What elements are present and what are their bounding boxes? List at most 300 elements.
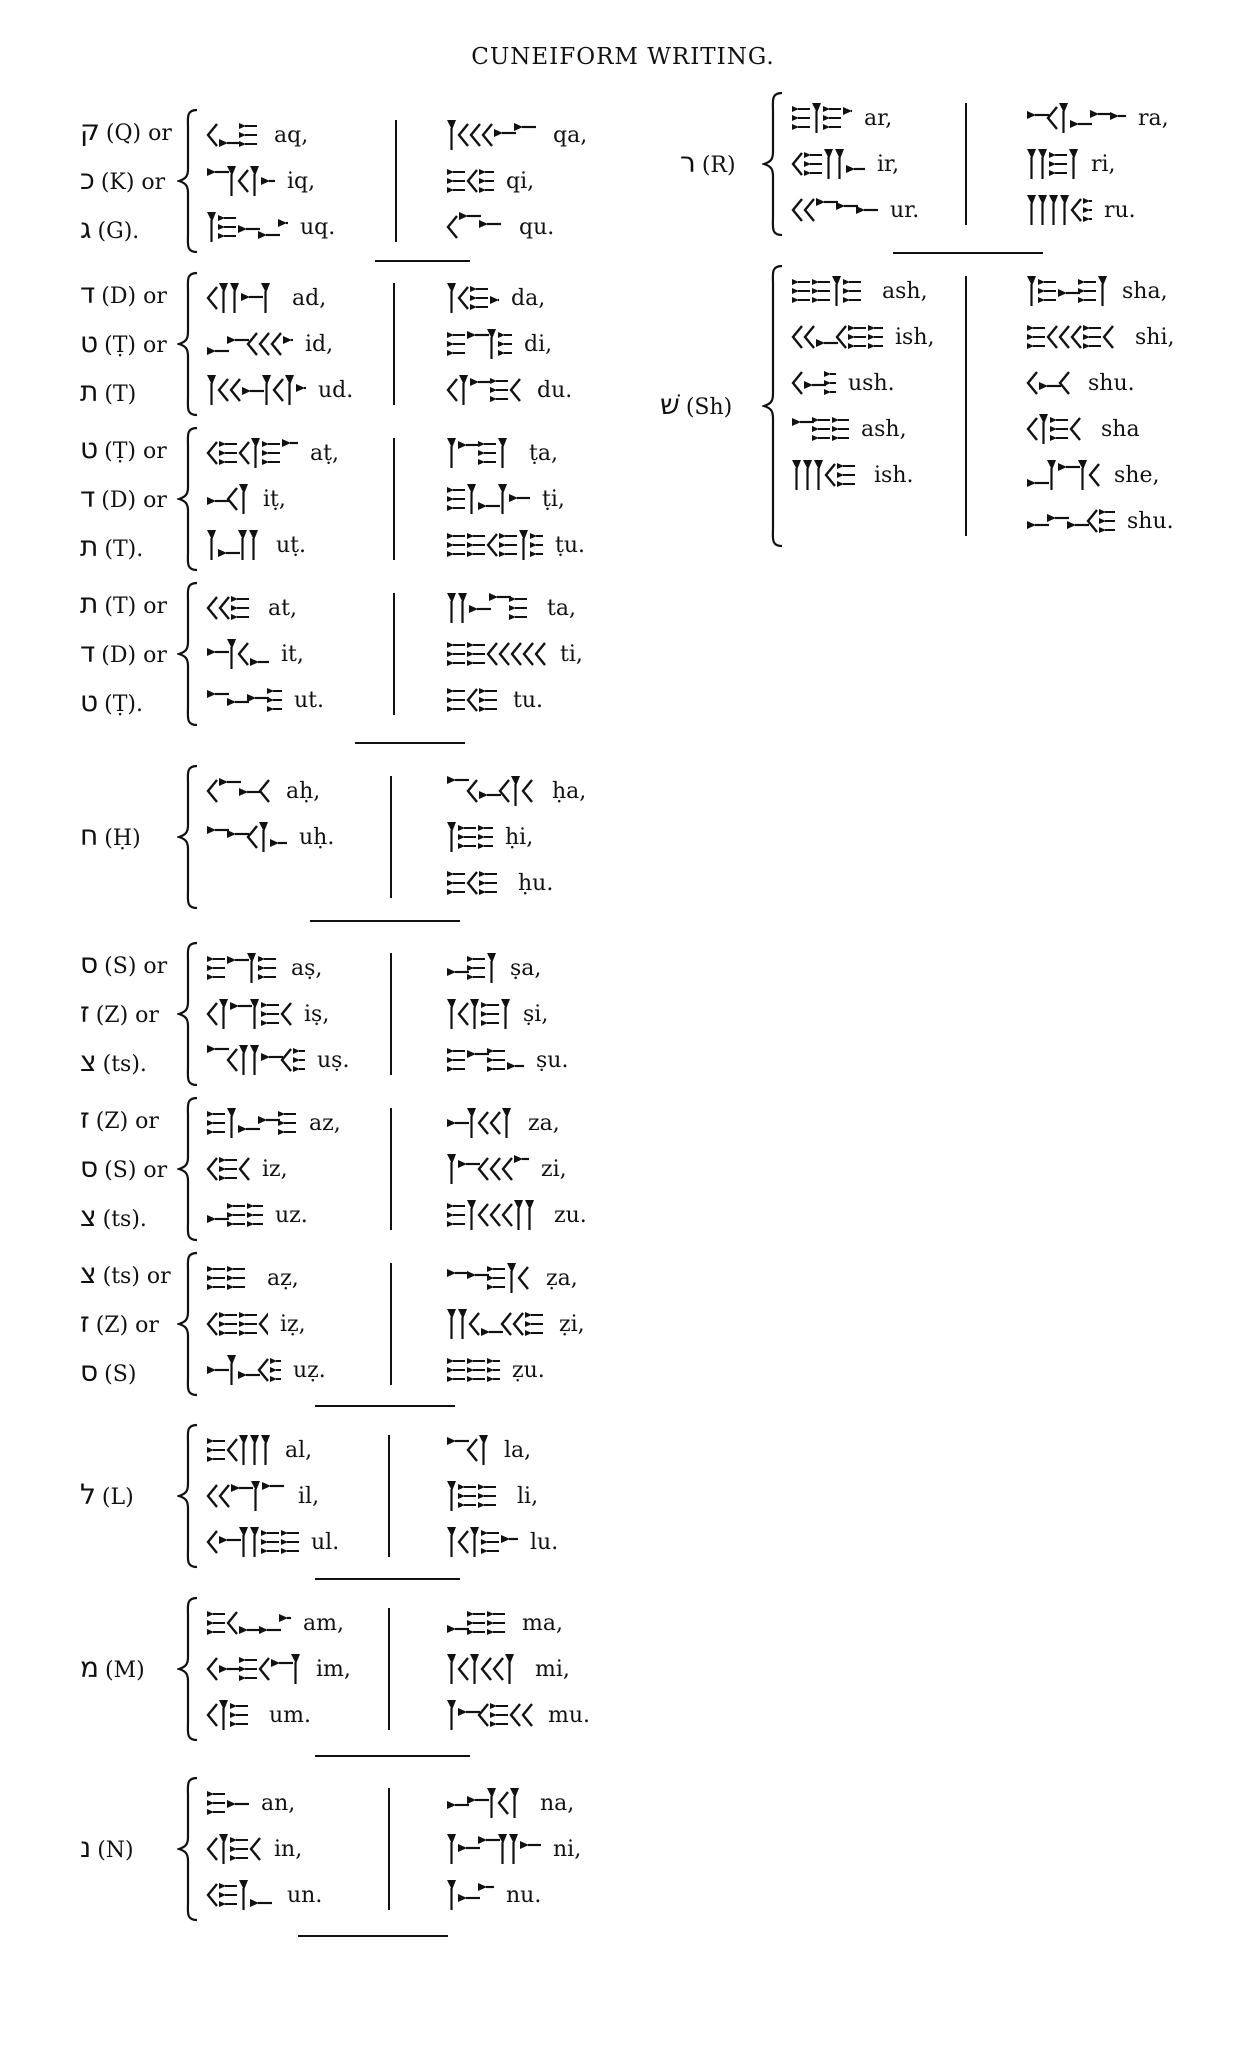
sign-row xyxy=(445,1780,581,1826)
letter-label xyxy=(80,581,167,630)
hebrew-letter: נ xyxy=(80,1830,92,1864)
letter-label xyxy=(80,679,167,728)
sign-row xyxy=(445,1037,568,1083)
brace-icon xyxy=(177,1596,199,1742)
syllable-value: ut. xyxy=(294,687,325,713)
syllable-value: an, xyxy=(261,1790,296,1816)
hebrew-letter: ד xyxy=(80,635,96,669)
hebrew-letter: ד xyxy=(80,480,96,514)
cuneiform-sign-icon xyxy=(445,951,498,985)
section-rule xyxy=(315,1755,470,1757)
syllable-value: nu. xyxy=(506,1882,542,1908)
sign-row xyxy=(1025,360,1175,406)
sign-row xyxy=(790,187,919,233)
syllable-value: ḥu. xyxy=(518,870,554,896)
vowel-consonant-column xyxy=(205,1255,326,1393)
sign-row xyxy=(445,1192,587,1238)
cuneiform-sign-icon xyxy=(445,1606,510,1640)
syllable-value: iq, xyxy=(287,168,316,194)
sign-row xyxy=(1025,452,1175,498)
sign-row xyxy=(445,1826,581,1872)
sign-row xyxy=(445,677,583,723)
syllable-value: uz. xyxy=(275,1202,308,1228)
cuneiform-sign-icon xyxy=(445,683,501,717)
syllable-value: iẓ, xyxy=(280,1311,306,1337)
section-rule xyxy=(375,260,470,262)
sign-row xyxy=(1025,268,1175,314)
syllable-value: iṣ, xyxy=(304,1001,330,1027)
syllable-value: um. xyxy=(269,1702,312,1728)
syllable-value: ar, xyxy=(864,105,893,131)
consonant-vowel-column xyxy=(445,1780,581,1918)
sign-row xyxy=(1025,498,1175,544)
sign-row xyxy=(445,1692,590,1738)
column-divider xyxy=(393,593,395,715)
sign-row xyxy=(790,360,935,406)
syllable-value: iṭ, xyxy=(263,486,286,512)
syllable-value: ṭi, xyxy=(542,486,565,512)
column-divider xyxy=(390,1108,392,1230)
syllable-value: it, xyxy=(281,641,304,667)
column-divider xyxy=(965,103,967,225)
cuneiform-sign-icon xyxy=(205,683,282,717)
cuneiform-sign-icon xyxy=(1025,412,1089,446)
transliteration-label: (Sh) xyxy=(685,394,733,420)
cuneiform-sign-icon xyxy=(1025,320,1123,354)
syllable-value: sha xyxy=(1101,416,1140,442)
syllable-value: ma, xyxy=(522,1610,563,1636)
cuneiform-sign-icon xyxy=(205,1786,249,1820)
sign-row xyxy=(790,406,935,452)
syllable-value: lu. xyxy=(530,1529,559,1555)
sign-group xyxy=(0,585,1246,723)
transliteration-label: (Ḥ) xyxy=(104,825,141,851)
letter-label xyxy=(80,941,167,990)
sign-row xyxy=(445,1301,585,1347)
sign-row xyxy=(205,814,334,860)
syllable-value: ash, xyxy=(882,278,928,304)
syllable-value: na, xyxy=(540,1790,575,1816)
syllable-value: aṣ, xyxy=(291,955,323,981)
sign-row xyxy=(445,860,586,906)
transliteration-label: (N) xyxy=(97,1837,134,1863)
syllable-value: mi, xyxy=(535,1656,570,1682)
vowel-consonant-column xyxy=(205,1427,339,1565)
syllable-value: qu. xyxy=(519,214,555,240)
syllable-value: ir, xyxy=(877,151,900,177)
syllable-value: uq. xyxy=(300,214,336,240)
syllable-value: di, xyxy=(524,331,553,357)
hebrew-letter: ל xyxy=(80,1477,96,1511)
syllable-value: uṭ. xyxy=(276,532,307,558)
cuneiform-sign-icon xyxy=(205,637,269,671)
cuneiform-sign-icon xyxy=(1025,101,1126,135)
cuneiform-sign-icon xyxy=(790,366,836,400)
sign-row xyxy=(205,1347,326,1393)
sign-row xyxy=(790,314,935,360)
syllable-value: mu. xyxy=(548,1702,591,1728)
brace-icon xyxy=(177,1251,199,1397)
letter-labels xyxy=(660,268,732,544)
syllable-value: da, xyxy=(511,285,546,311)
hebrew-letter: מ xyxy=(80,1650,100,1684)
syllable-value: uṣ. xyxy=(317,1047,350,1073)
sign-row xyxy=(205,1192,341,1238)
syllable-value: ad, xyxy=(292,285,327,311)
cuneiform-sign-icon xyxy=(445,1261,534,1295)
syllable-value: aḥ, xyxy=(286,778,321,804)
syllable-value: la, xyxy=(504,1437,532,1463)
consonant-vowel-column xyxy=(445,1600,590,1738)
transliteration-label: (R) xyxy=(701,152,736,178)
syllable-value: in, xyxy=(274,1836,303,1862)
syllable-value: du. xyxy=(537,377,573,403)
cuneiform-sign-icon xyxy=(205,1106,297,1140)
transliteration-label: (Z) or xyxy=(95,1312,159,1338)
transliteration-label: (ts) or xyxy=(102,1263,171,1289)
sign-row xyxy=(445,631,583,677)
vowel-consonant-column xyxy=(205,1100,341,1238)
hebrew-letter: כ xyxy=(80,162,95,196)
transliteration-label: (T) or xyxy=(104,593,168,619)
transliteration-label: (Z) or xyxy=(95,1002,159,1028)
sign-row xyxy=(205,1780,322,1826)
transliteration-label: (T). xyxy=(104,536,144,562)
sign-group xyxy=(0,1100,1246,1238)
cuneiform-sign-icon xyxy=(1025,193,1092,227)
transliteration-label: (G). xyxy=(97,218,140,244)
letter-label xyxy=(80,630,167,679)
sign-row xyxy=(445,585,583,631)
cuneiform-sign-icon xyxy=(790,320,883,354)
letter-label xyxy=(80,1039,167,1088)
section-rule xyxy=(315,1405,455,1407)
transliteration-label: (S) or xyxy=(104,953,168,979)
syllable-value: aq, xyxy=(274,122,309,148)
section-rule xyxy=(315,1578,460,1580)
cuneiform-sign-icon xyxy=(205,1433,273,1467)
transliteration-label: (K) or xyxy=(100,169,166,195)
cuneiform-sign-icon xyxy=(445,997,511,1031)
sign-row xyxy=(205,991,349,1037)
letter-label xyxy=(80,1145,167,1194)
sign-row xyxy=(445,1255,585,1301)
letter-label xyxy=(80,1825,134,1874)
cuneiform-sign-icon xyxy=(1025,147,1079,181)
section-rule xyxy=(893,252,1043,254)
vowel-consonant-column xyxy=(790,268,935,498)
sign-row xyxy=(790,452,935,498)
section-rule xyxy=(298,1935,448,1937)
syllable-value: ta, xyxy=(547,595,576,621)
sign-row xyxy=(205,1872,322,1918)
letter-labels xyxy=(80,1780,134,1918)
sign-row xyxy=(445,1347,585,1393)
cuneiform-sign-icon xyxy=(205,1261,255,1295)
consonant-vowel-column xyxy=(1025,95,1169,233)
sign-row xyxy=(445,1872,581,1918)
column-divider xyxy=(388,1608,390,1730)
syllable-value: ḥa, xyxy=(552,778,587,804)
hebrew-letter: ת xyxy=(80,529,99,563)
cuneiform-sign-icon xyxy=(445,866,506,900)
sign-row xyxy=(445,1146,587,1192)
syllable-value: uḥ. xyxy=(299,824,335,850)
hebrew-letter: ז xyxy=(80,1305,90,1339)
consonant-vowel-column xyxy=(1025,268,1175,544)
letter-label xyxy=(80,1194,167,1243)
letter-label xyxy=(80,1645,145,1694)
cuneiform-sign-icon xyxy=(445,637,548,671)
letter-label xyxy=(660,382,732,431)
letter-label xyxy=(80,813,141,862)
syllable-value: il, xyxy=(298,1483,320,1509)
section-rule xyxy=(355,742,465,744)
syllable-value: iz, xyxy=(262,1156,288,1182)
cuneiform-sign-icon xyxy=(790,147,865,181)
cuneiform-sign-icon xyxy=(445,1353,500,1387)
brace-icon xyxy=(177,1423,199,1569)
cuneiform-sign-icon xyxy=(445,1198,542,1232)
cuneiform-sign-icon xyxy=(205,1198,263,1232)
cuneiform-sign-icon xyxy=(790,193,878,227)
sign-row xyxy=(205,1473,339,1519)
hebrew-letter: צ xyxy=(80,1199,97,1233)
syllable-value: ash, xyxy=(861,416,907,442)
syllable-value: ud. xyxy=(318,377,354,403)
sign-group xyxy=(0,1255,1246,1393)
syllable-value: at, xyxy=(268,595,297,621)
sign-row xyxy=(1025,406,1175,452)
hebrew-letter: ס xyxy=(80,946,99,980)
cuneiform-sign-icon xyxy=(790,412,849,446)
syllable-value: ṭu. xyxy=(555,532,586,558)
syllable-value: qa, xyxy=(553,122,588,148)
sign-row xyxy=(1025,187,1169,233)
vowel-consonant-column xyxy=(205,945,349,1083)
cuneiform-sign-icon xyxy=(205,591,256,625)
sign-row xyxy=(205,1301,326,1347)
hebrew-letter: צ xyxy=(80,1256,97,1290)
cuneiform-sign-icon xyxy=(1025,366,1076,400)
hebrew-letter: ד xyxy=(80,276,96,310)
sign-row xyxy=(445,1600,590,1646)
sign-row xyxy=(205,677,324,723)
syllable-value: ṭa, xyxy=(529,440,558,466)
cuneiform-sign-icon xyxy=(205,1152,250,1186)
transliteration-label: (D) or xyxy=(101,487,167,513)
cuneiform-sign-icon xyxy=(205,1043,305,1077)
sign-row xyxy=(1025,95,1169,141)
syllable-value: aẓ, xyxy=(267,1265,299,1291)
consonant-vowel-column xyxy=(445,1100,587,1238)
sign-group xyxy=(0,268,1246,544)
cuneiform-sign-icon xyxy=(205,1525,299,1559)
column-divider xyxy=(390,1263,392,1385)
cuneiform-sign-icon xyxy=(205,1353,281,1387)
sign-row xyxy=(445,1473,558,1519)
vowel-consonant-column xyxy=(205,1780,322,1918)
sign-row xyxy=(205,631,324,677)
syllable-value: ẓi, xyxy=(559,1311,585,1337)
cuneiform-sign-icon xyxy=(445,1698,536,1732)
syllable-value: shu. xyxy=(1127,508,1174,534)
cuneiform-sign-icon xyxy=(205,1652,304,1686)
cuneiform-sign-icon xyxy=(205,1606,291,1640)
cuneiform-sign-icon xyxy=(205,820,287,854)
syllable-value: ẓa, xyxy=(546,1265,578,1291)
cuneiform-sign-icon xyxy=(205,1832,262,1866)
cuneiform-sign-icon xyxy=(1025,458,1102,492)
brace-icon xyxy=(177,941,199,1087)
sign-row xyxy=(205,1692,351,1738)
syllable-value: ru. xyxy=(1104,197,1136,223)
syllable-value: ḥi, xyxy=(505,824,534,850)
sign-row xyxy=(205,1255,326,1301)
letter-label xyxy=(80,1472,134,1521)
sign-row xyxy=(205,585,324,631)
hebrew-letter: ר xyxy=(680,145,696,179)
brace-icon xyxy=(762,264,784,548)
transliteration-label: (T) xyxy=(104,381,137,407)
transliteration-label: (Z) or xyxy=(95,1108,159,1134)
syllable-value: az, xyxy=(309,1110,341,1136)
cuneiform-sign-icon xyxy=(205,1878,275,1912)
transliteration-label: (Q) or xyxy=(105,120,172,146)
transliteration-label: (D) or xyxy=(101,283,167,309)
sign-group xyxy=(0,95,1246,233)
syllable-value: zi, xyxy=(541,1156,567,1182)
syllable-value: za, xyxy=(528,1110,560,1136)
letter-labels xyxy=(80,1600,145,1738)
cuneiform-sign-icon xyxy=(205,1479,286,1513)
letter-label xyxy=(80,1300,171,1349)
hebrew-letter: ט xyxy=(80,431,99,465)
syllable-value: ṣu. xyxy=(536,1047,569,1073)
sign-row xyxy=(790,268,935,314)
sign-row xyxy=(205,1146,341,1192)
syllable-value: shi, xyxy=(1135,324,1175,350)
syllable-value: sha, xyxy=(1122,278,1168,304)
cuneiform-sign-icon xyxy=(445,1433,492,1467)
sign-row xyxy=(445,768,586,814)
syllable-value: al, xyxy=(285,1437,313,1463)
brace-icon xyxy=(177,581,199,727)
hebrew-letter: ח xyxy=(80,818,99,852)
brace-icon xyxy=(177,1096,199,1242)
cuneiform-sign-icon xyxy=(445,1525,518,1559)
cuneiform-sign-icon xyxy=(445,820,493,854)
vowel-consonant-column xyxy=(790,95,919,233)
syllable-value: zu. xyxy=(554,1202,587,1228)
letter-labels xyxy=(80,945,167,1083)
sign-row xyxy=(205,1646,351,1692)
syllable-value: ẓu. xyxy=(512,1357,545,1383)
sign-row xyxy=(205,1037,349,1083)
sign-group xyxy=(0,1780,1246,1918)
column-divider xyxy=(390,953,392,1075)
syllable-value: ush. xyxy=(848,370,895,396)
cuneiform-sign-icon xyxy=(445,1043,524,1077)
syllable-value: shu. xyxy=(1088,370,1135,396)
consonant-vowel-column xyxy=(445,768,586,906)
brace-icon xyxy=(177,764,199,910)
syllable-value: she, xyxy=(1114,462,1160,488)
sign-row xyxy=(205,1427,339,1473)
cuneiform-sign-icon xyxy=(205,1698,257,1732)
page-title: CUNEIFORM WRITING. xyxy=(471,44,775,70)
sign-row xyxy=(445,945,568,991)
syllable-value: uẓ. xyxy=(293,1357,326,1383)
syllable-value: ri, xyxy=(1091,151,1116,177)
sign-row xyxy=(445,814,586,860)
letter-labels xyxy=(80,1255,171,1393)
letter-labels xyxy=(680,95,736,233)
transliteration-label: (ts). xyxy=(102,1051,147,1077)
cuneiform-sign-icon xyxy=(1025,504,1115,538)
section-rule xyxy=(310,920,460,922)
sign-row xyxy=(445,1646,590,1692)
transliteration-label: (L) xyxy=(101,1484,134,1510)
vowel-consonant-column xyxy=(205,1600,351,1738)
cuneiform-sign-icon xyxy=(445,1152,529,1186)
hebrew-letter: ז xyxy=(80,1101,90,1135)
letter-labels xyxy=(80,768,141,906)
cuneiform-sign-icon xyxy=(205,1307,268,1341)
sign-row xyxy=(445,991,568,1037)
transliteration-label: (S) xyxy=(104,1361,137,1387)
cuneiform-sign-icon xyxy=(445,1652,523,1686)
column-divider xyxy=(388,1788,390,1910)
syllable-value: tu. xyxy=(513,687,544,713)
cuneiform-sign-icon xyxy=(445,1786,528,1820)
hebrew-letter: שׁ xyxy=(660,387,680,421)
hebrew-letter: ט xyxy=(80,684,99,718)
syllable-value: un. xyxy=(287,1882,323,1908)
letter-labels xyxy=(80,1100,167,1238)
syllable-value: ish. xyxy=(874,462,914,488)
letter-label xyxy=(80,1349,171,1398)
transliteration-label: (S) or xyxy=(104,1157,168,1183)
letter-label xyxy=(80,1251,171,1300)
hebrew-letter: ג xyxy=(80,211,92,245)
consonant-vowel-column xyxy=(445,1255,585,1393)
cuneiform-sign-icon xyxy=(445,1307,547,1341)
sign-row xyxy=(790,141,919,187)
consonant-vowel-column xyxy=(445,945,568,1083)
hebrew-letter: ס xyxy=(80,1354,99,1388)
sign-group xyxy=(0,945,1246,1083)
sign-row xyxy=(205,1519,339,1565)
transliteration-label: (M) xyxy=(105,1657,145,1683)
consonant-vowel-column xyxy=(445,1427,558,1565)
syllable-value: ṣi, xyxy=(523,1001,549,1027)
syllable-value: ra, xyxy=(1138,105,1169,131)
letter-label xyxy=(80,1096,167,1145)
transliteration-label: (Ṭ) or xyxy=(104,438,167,464)
syllable-value: ti, xyxy=(560,641,583,667)
syllable-value: ish, xyxy=(895,324,935,350)
brace-icon xyxy=(762,91,784,237)
cuneiform-sign-icon xyxy=(790,274,870,308)
cuneiform-sign-icon xyxy=(1025,274,1110,308)
syllable-value: qi, xyxy=(506,168,535,194)
cuneiform-sign-icon xyxy=(790,101,852,135)
syllable-value: ni, xyxy=(553,1836,582,1862)
cuneiform-sign-icon xyxy=(205,774,274,808)
sign-row xyxy=(205,945,349,991)
column-divider xyxy=(390,776,392,898)
